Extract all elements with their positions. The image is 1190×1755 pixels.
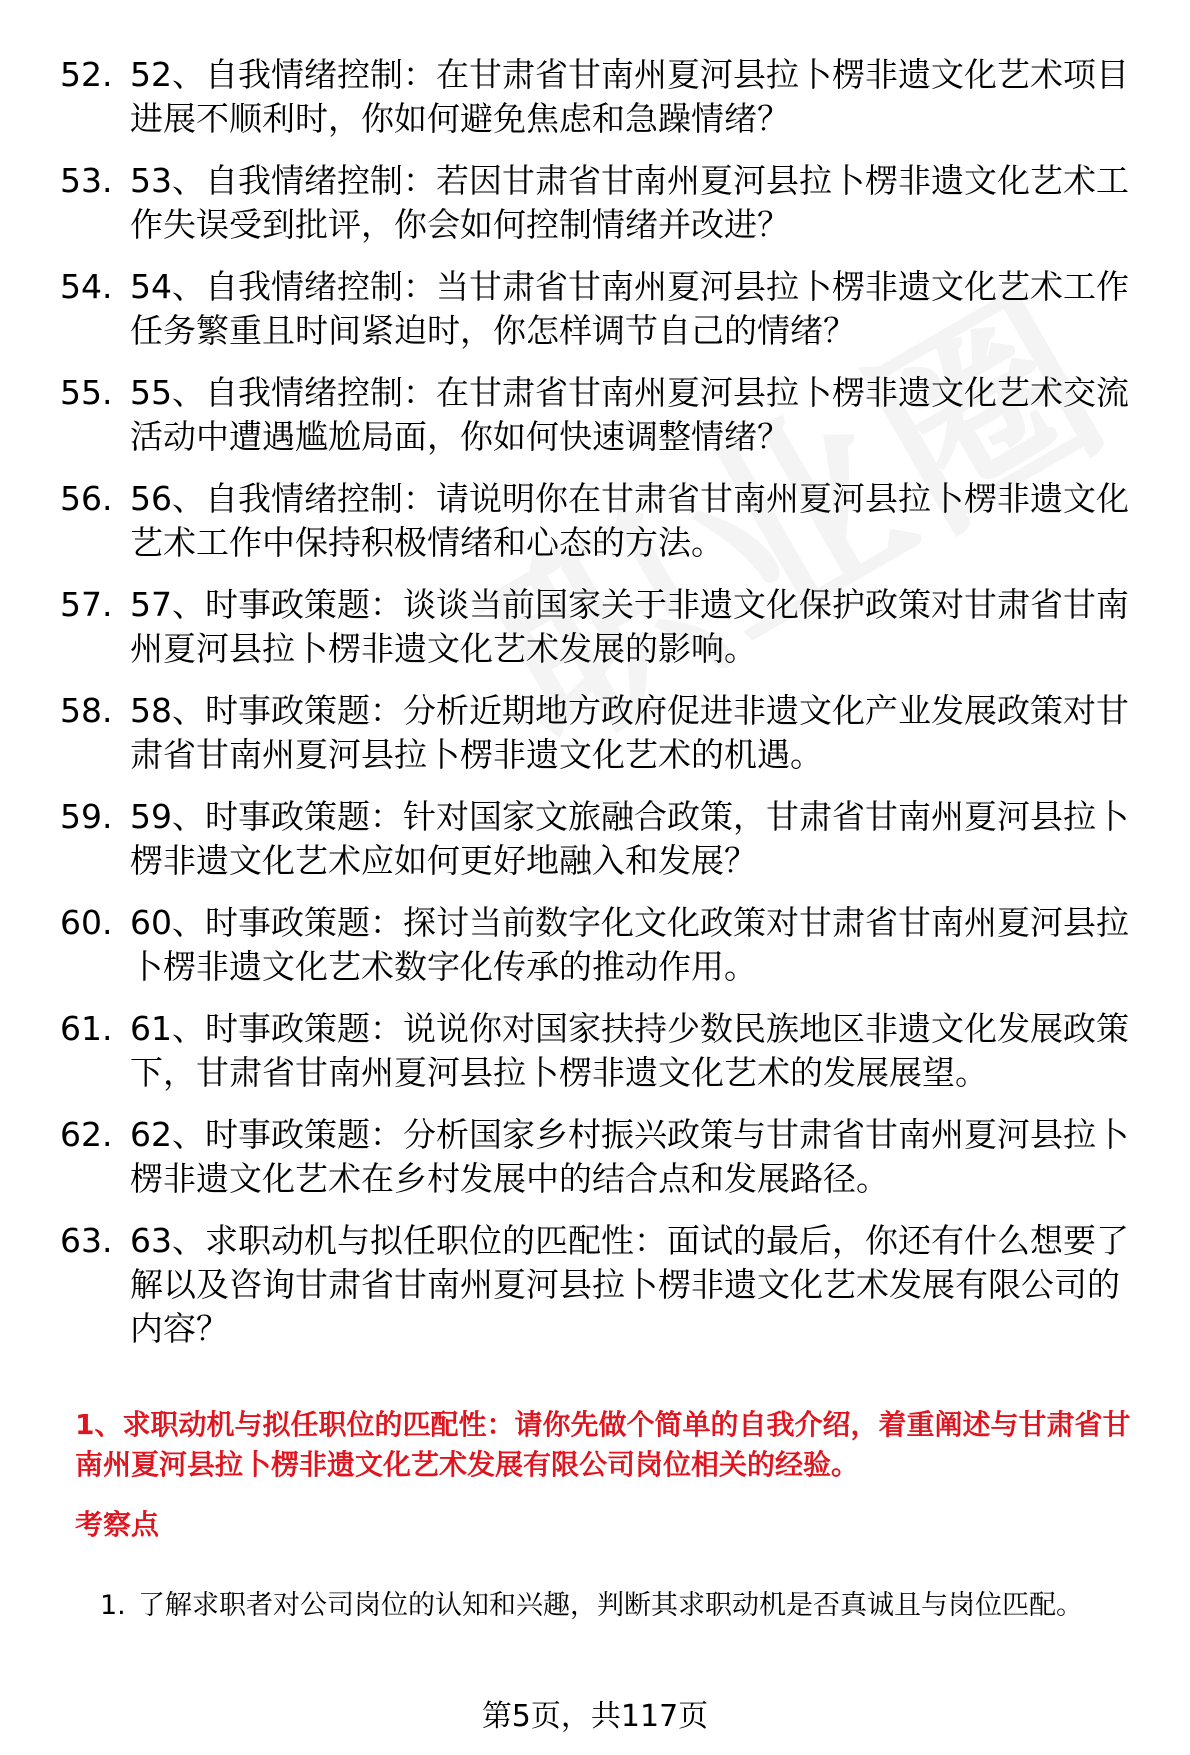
item-text: 61、时事政策题：说说你对国家扶持少数民族地区非遗文化发展政策下，甘肃省甘南州夏河县拉卜楞非遗文化艺术的发展展望。 <box>130 1009 1129 1092</box>
item-text: 57、时事政策题：谈谈当前国家关于非遗文化保护政策对甘肃省甘南州夏河县拉卜楞非遗文化艺术发展的影响。 <box>130 585 1129 668</box>
item-text: 63、求职动机与拟任职位的匹配性：面试的最后，你还有什么想要了解以及咨询甘肃省甘南州夏河县拉卜楞非遗文化艺术发展有限公司的内容？ <box>130 1221 1129 1348</box>
point-list <box>100 1572 1140 1640</box>
item-text: 53、自我情绪控制：若因甘肃省甘南州夏河县拉卜楞非遗文化艺术工作失误受到批评，你会如何控制情绪并改进？ <box>130 161 1129 244</box>
item-number: 61. <box>60 1009 113 1048</box>
list-item <box>60 53 1150 141</box>
item-number: 55. <box>60 373 113 412</box>
list-item <box>60 1113 1150 1201</box>
question-list <box>60 53 1150 1369</box>
item-text: 54、自我情绪控制：当甘肃省甘南州夏河县拉卜楞非遗文化艺术工作任务繁重且时间紧迫时，你怎样调节自己的情绪？ <box>130 267 1129 350</box>
item-number: 62. <box>60 1115 113 1154</box>
page-footer: 第5页，共117页 <box>481 1699 709 1734</box>
list-item <box>100 1572 1140 1640</box>
list-item <box>60 265 1150 353</box>
item-text: 52、自我情绪控制：在甘肃省甘南州夏河县拉卜楞非遗文化艺术项目进展不顺利时，你如何避免焦虑和急躁情绪？ <box>130 55 1129 138</box>
item-number: 60. <box>60 903 113 942</box>
list-item <box>60 689 1150 777</box>
list-item <box>60 371 1150 459</box>
list-item <box>60 1007 1150 1095</box>
item-text: 60、时事政策题：探讨当前数字化文化政策对甘肃省甘南州夏河县拉卜楞非遗文化艺术数字化传承的推动作用。 <box>130 903 1129 986</box>
list-item <box>60 795 1150 883</box>
item-number: 58. <box>60 691 113 730</box>
list-item <box>60 159 1150 247</box>
list-item <box>60 1219 1150 1351</box>
point-number: 1. <box>100 1590 126 1621</box>
item-number: 59. <box>60 797 113 836</box>
item-number: 63. <box>60 1221 113 1260</box>
item-text: 55、自我情绪控制：在甘肃省甘南州夏河县拉卜楞非遗文化艺术交流活动中遭遇尴尬局面，你如何快速调整情绪？ <box>130 373 1129 456</box>
item-text: 59、时事政策题：针对国家文旅融合政策，甘肃省甘南州夏河县拉卜楞非遗文化艺术应如何更好地融入和发展？ <box>130 797 1129 880</box>
list-item <box>60 477 1150 565</box>
list-item <box>60 901 1150 989</box>
item-number: 52. <box>60 55 113 94</box>
item-text: 58、时事政策题：分析近期地方政府促进非遗文化产业发展政策对甘肃省甘南州夏河县拉卜楞非遗文化艺术的机遇。 <box>130 691 1129 774</box>
item-number: 57. <box>60 585 113 624</box>
item-text: 56、自我情绪控制：请说明你在甘肃省甘南州夏河县拉卜楞非遗文化艺术工作中保持积极情绪和心态的方法。 <box>130 479 1129 562</box>
item-text: 62、时事政策题：分析国家乡村振兴政策与甘肃省甘南州夏河县拉卜楞非遗文化艺术在乡村发展中的结合点和发展路径。 <box>130 1115 1129 1198</box>
item-number: 56. <box>60 479 113 518</box>
kaocha-label: 考察点 <box>75 1508 160 1541</box>
item-number: 53. <box>60 161 113 200</box>
answer-heading: 1、求职动机与拟任职位的匹配性：请你先做个简单的自我介绍，着重阐述与甘肃省甘南州夏河县拉卜楞非遗文化艺术发展有限公司岗位相关的经验。 <box>75 1408 1131 1481</box>
list-item <box>60 583 1150 671</box>
point-text: 了解求职者对公司岗位的认知和兴趣，判断其求职动机是否真诚且与岗位匹配。 <box>138 1590 1083 1621</box>
item-number: 54. <box>60 267 113 306</box>
